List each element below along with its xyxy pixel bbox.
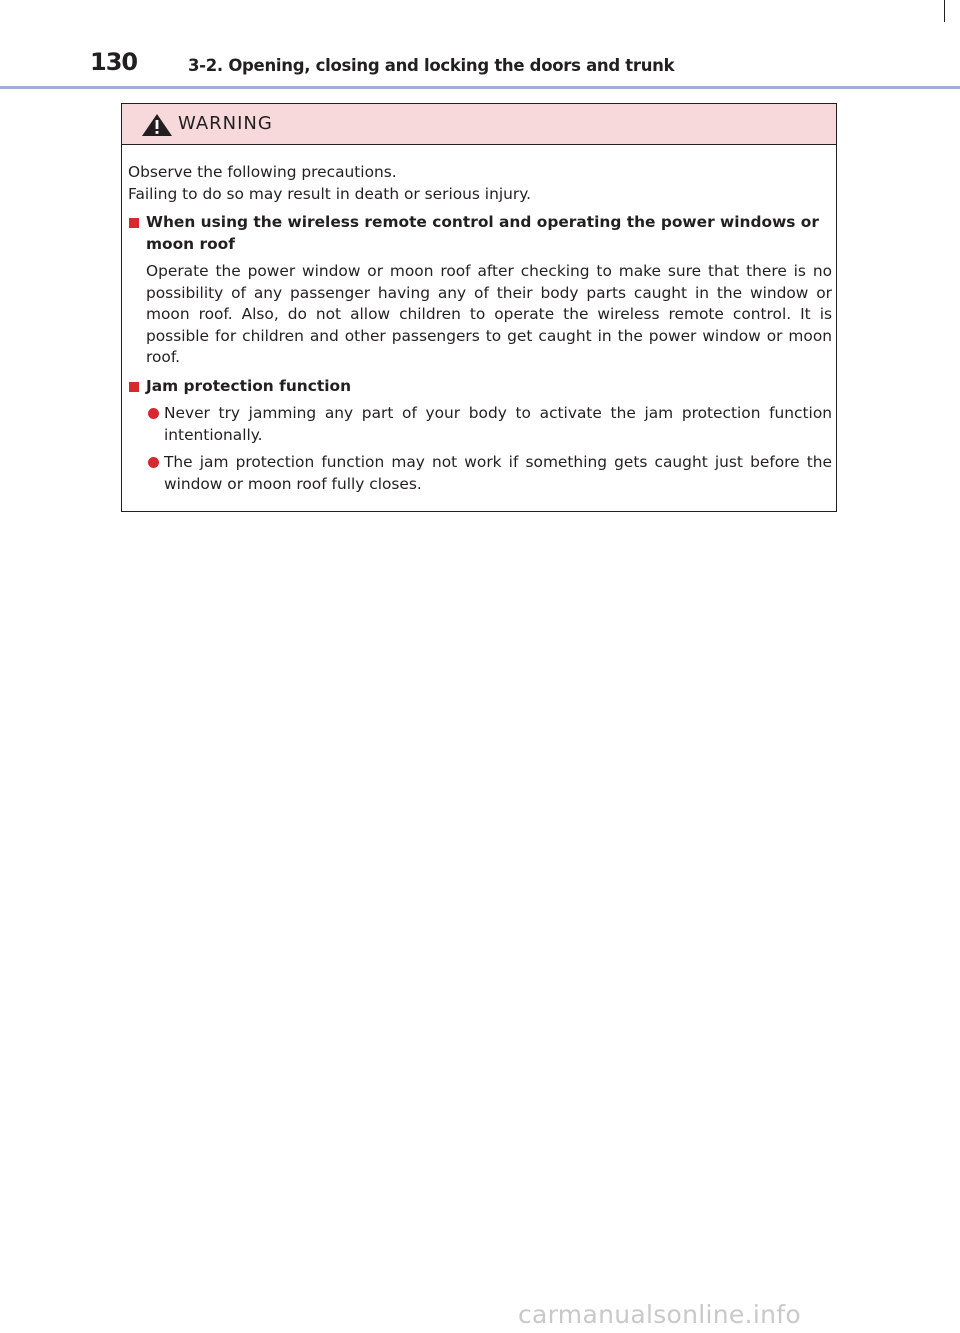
subheading-jam-protection [128,376,832,398]
intro-line: Failing to do so may result in death or serious injury. [128,184,531,203]
subheading-remote-control [128,212,832,255]
warning-title: WARNING [178,113,273,134]
subheading-text: Jam protection function [146,376,352,395]
circle-bullet-icon [148,457,159,468]
list-item-text: Never try jamming any part of your body to activate the jam protection function intentionally. [164,404,832,444]
warning-triangle-icon [141,113,173,137]
section-title: 3-2. Opening, closing and locking the doors and trunk [188,56,675,75]
crop-mark [944,0,945,22]
warning-body [128,162,832,495]
remote-control-paragraph: Operate the power window or moon roof after checking to make sure that there is no possibility of any passenger having any of their body parts caught in the window or moon roof. Also, do not allow children to operate the wireless remote control. It is possible for children and other passengers to get caught in the power window or moon roof. [146,262,832,366]
square-bullet-icon [129,218,139,228]
page-header [0,0,960,90]
subheading-text: When using the wireless remote control and operating the power windows or moon roof [146,213,819,253]
page-number: 130 [90,48,138,76]
watermark: carmanualsonline.info [518,1300,801,1329]
list-item-text: The jam protection function may not work if something gets caught just before the window or moon roof fully closes. [164,453,832,493]
warning-header [122,104,836,145]
warning-box [121,103,837,512]
list-item [128,452,832,495]
circle-bullet-icon [148,408,159,419]
header-rule [0,86,960,89]
intro-line: Observe the following precautions. [128,163,397,181]
square-bullet-icon [129,382,139,392]
list-item [128,403,832,446]
intro-text [128,162,832,205]
